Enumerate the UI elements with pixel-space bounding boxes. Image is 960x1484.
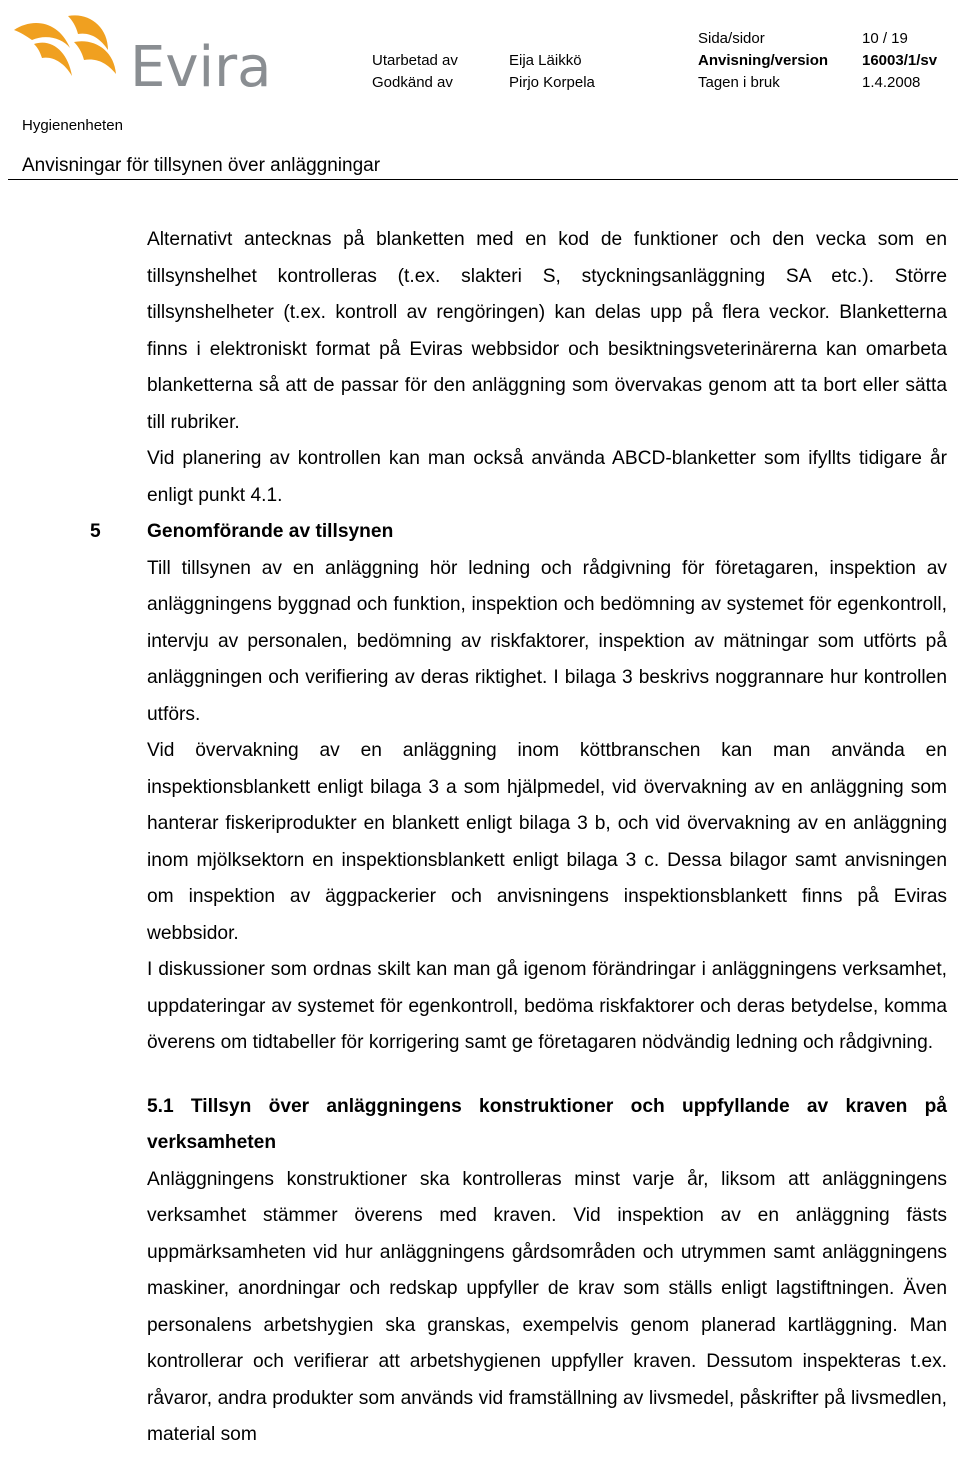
header-divider: [8, 179, 958, 180]
document-body: [90, 222, 947, 1454]
approved-by-value: Pirjo Korpela: [509, 74, 595, 91]
approved-by-label: Godkänd av: [372, 74, 453, 91]
paragraph-discussions: I diskussioner som ordnas skilt kan man gå igenom förändringar i anläggningens verksamhet, uppdateringar av systemet för egenkontroll, bedöma riskfaktorer och deras betydelse, komma överens om tidtabeller för korrigering samt ge företagaren nödvändig ledning och rådgivning.: [147, 959, 947, 1053]
svg-text:Evira: Evira: [130, 35, 272, 92]
evira-logo-graphic: [12, 12, 272, 92]
paragraph-forms: Alternativt antecknas på blanketten med en kod de funktioner och den vecka som en tillsynshelhet kontrolleras (t.ex. slakteri S, styckningsanläggning SA etc.). Större tillsynshelheter (t.ex. kontroll av rengöringen) kan delas upp på flera veckor. Blanketterna finns i elektroniskt format på Eviras webbsidor och besiktningsveterinärerna kan omarbeta blanketterna så att de passar för den anläggning som övervakas genom att ta bort eller sätta till rubriker.: [147, 229, 947, 433]
in-use-label: Tagen i bruk: [698, 74, 780, 91]
section-5-title: Genomförande av tillsynen: [147, 521, 394, 542]
paragraph-constructions: Anläggningens konstruktioner ska kontrolleras minst varje år, liksom att anläggningens verksamhet stämmer överens med kraven. Vid inspektion av en anläggning fästs uppmärksamheten vid hur anläggningens gårdsområden och utrymmen samt anläggningens maskiner, anordningar och redskap uppfyller de krav som ställs enligt lagstiftningen. Även personalens arbetshygien ska granskas, exempelvis genom planerad kartläggning. Man kontrollerar och verifierar att arbetshygienen uppfyller kraven. Dessutom inspekteras t.ex. råvaror, andra produkter som används vid framställning av livsmedel, påskrifter på livsmedlen, material som: [147, 1168, 947, 1445]
evira-logo: [12, 12, 272, 92]
paragraph-inspection-forms: Vid övervakning av en anläggning inom köttbranschen kan man använda en inspektionsblankett enligt bilaga 3 a som hjälpmedel, vid övervakning av en anläggning som hanterar fiskeriprodukter en blankett enligt bilaga 3 b, och vid övervakning av en anläggning inom mjölksektorn en inspektionsblankett enligt bilaga 3 c. Dessa bilagor samt anvisningen om inspektion av äggpackerier och anvisningens inspektionsblankett finns på Eviras webbsidor.: [147, 740, 947, 944]
paragraph-supervision-scope: Till tillsynen av en anläggning hör ledning och rådgivning för företagaren, inspektion av anläggningens byggnad och funktion, inspektion och bedömning av systemet för egenkontroll, intervju av personalen, bedömning av riskfaktorer, inspektion av mätningar som utförts på anläggningen och verifiering av deras riktighet. I bilaga 3 beskrivs noggrannare hur kontrollen utförs.: [147, 557, 947, 725]
section-5-heading: [90, 514, 947, 551]
pages-value: 10 / 19: [862, 30, 908, 47]
paragraph-planning: Vid planering av kontrollen kan man också använda ABCD-blanketter som ifyllts tidigare år enligt punkt 4.1.: [147, 448, 947, 506]
prepared-by-value: Eija Läikkö: [509, 52, 582, 69]
version-label: Anvisning/version: [698, 52, 829, 69]
department-name: Hygienenheten: [22, 117, 123, 134]
section-spacer: [147, 1062, 947, 1089]
version-value: 16003/1/sv: [862, 52, 938, 69]
section-5-1-heading: 5.1 Tillsyn över anläggningens konstruktioner och uppfyllande av kraven på verksamheten: [147, 1095, 947, 1153]
pages-label: Sida/sidor: [698, 30, 765, 47]
section-5-number: 5: [90, 521, 101, 542]
prepared-by-label: Utarbetad av: [372, 52, 458, 69]
in-use-value: 1.4.2008: [862, 74, 921, 91]
document-title: Anvisningar för tillsynen över anläggningar: [22, 155, 381, 176]
